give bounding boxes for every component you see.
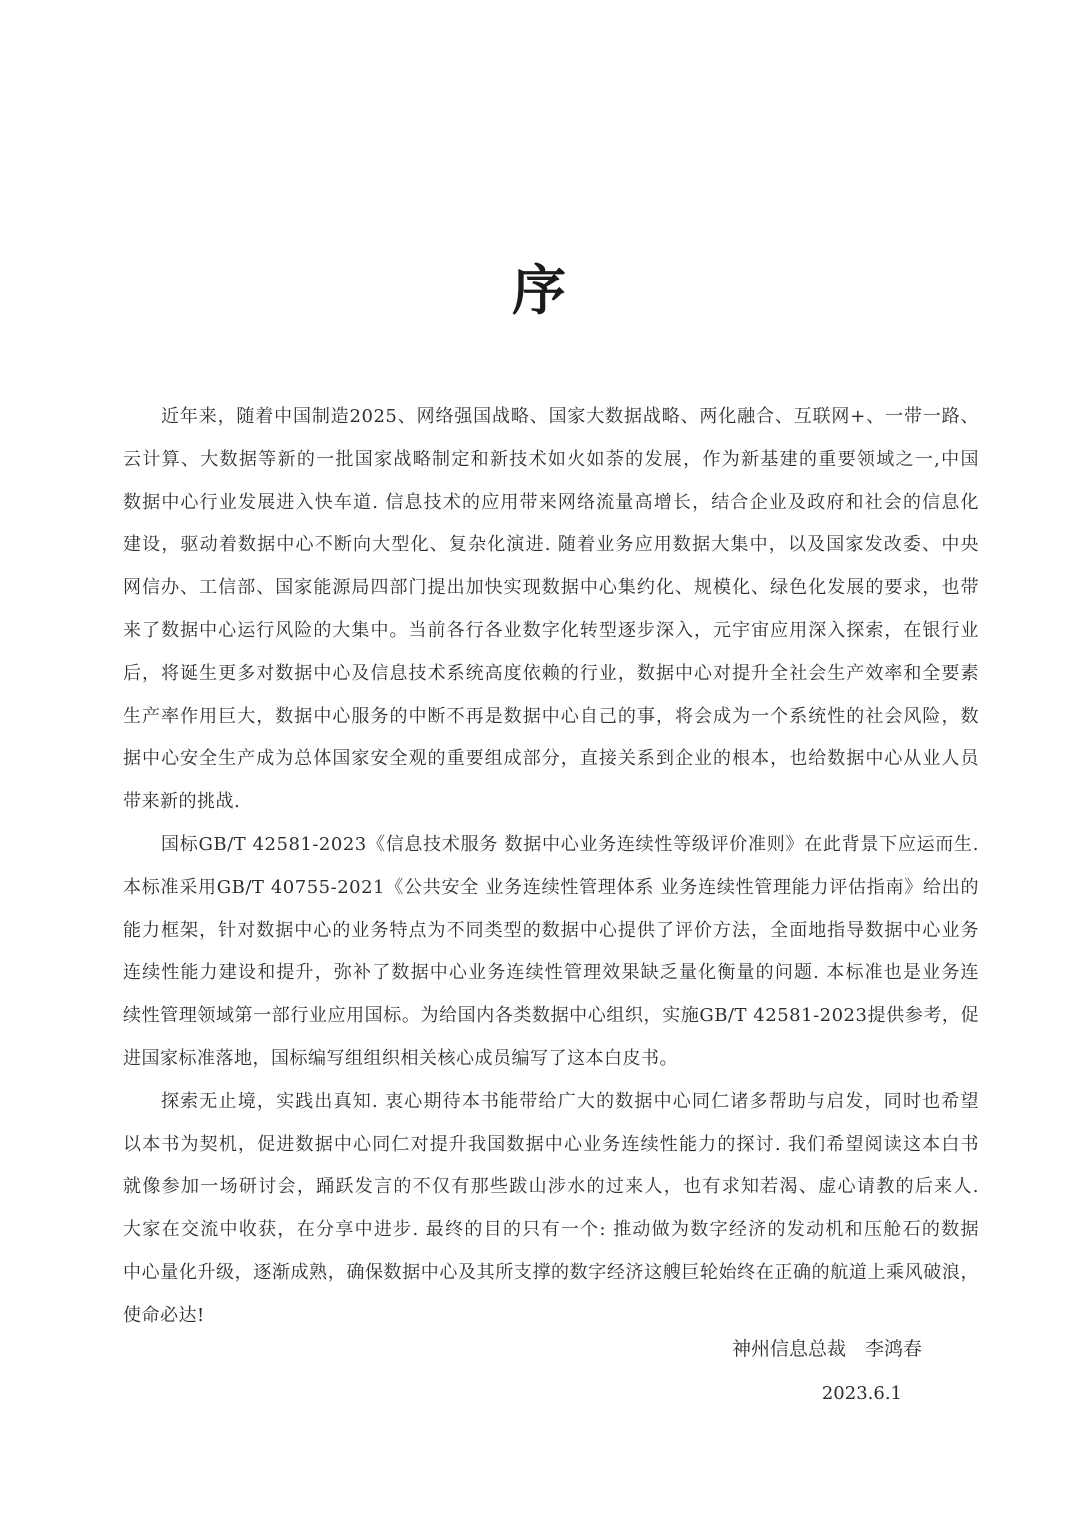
preface-line: 近年来，随着中国制造2025、网络强国战略、国家大数据战略、两化融合、互联网+、一带一路、 (161, 406, 979, 427)
page-title: 序 (512, 258, 568, 322)
preface-line: 本标准采用GB/T 40755-2021《公共安全 业务连续性管理体系 业务连续性管理能力评估指南》给出的 (123, 876, 979, 898)
preface-line: 大家在交流中收获，在分享中进步. 最终的目的只有一个: 推动做为数字经济的发动机和压舱石的数据 (123, 1219, 979, 1241)
preface-line: 据中心安全生产成为总体国家安全观的重要组成部分，直接关系到企业的根本，也给数据中心从业人员 (123, 748, 979, 770)
preface-body (123, 396, 979, 1338)
preface-line: 连续性能力建设和提升，弥补了数据中心业务连续性管理效果缺乏量化衡量的问题. 本标准也是业务连 (123, 962, 979, 984)
preface-line: 生产率作用巨大，数据中心服务的中断不再是数据中心自己的事，将会成为一个系统性的社会风险，数 (123, 705, 979, 727)
preface-line: 后，将诞生更多对数据中心及信息技术系统高度依赖的行业，数据中心对提升全社会生产效率和全要素 (123, 662, 979, 684)
signature-line: 神州信息总裁 李鸿春 (731, 1338, 922, 1360)
preface-line: 带来新的挑战. (123, 791, 241, 813)
preface-line: 来了数据中心运行风险的大集中。当前各行各业数字化转型逐步深入，元宇宙应用深入探索，在银行业 (123, 619, 979, 641)
preface-line: 网信办、工信部、国家能源局四部门提出加快实现数据中心集约化、规模化、绿色化发展的要求，也带 (123, 577, 979, 599)
preface-line: 探索无止境，实践出真知. 衷心期待本书能带给广大的数据中心同仁诸多帮助与启发，同时也希望 (161, 1090, 979, 1112)
preface-line: 能力框架，针对数据中心的业务特点为不同类型的数据中心提供了评价方法，全面地指导数据中心业务 (123, 919, 979, 941)
preface-line: 使命必达! (123, 1304, 205, 1326)
preface-line: 续性管理领域第一部行业应用国标。为给国内各类数据中心组织，实施GB/T 42581-2023提供参考，促 (123, 1005, 979, 1027)
date-line: 2023.6.1 (821, 1383, 902, 1404)
preface-line: 云计算、大数据等新的一批国家战略制定和新技术如火如荼的发展，作为新基建的重要领域之一,中国 (123, 448, 979, 470)
preface-line: 建设，驱动着数据中心不断向大型化、复杂化演进. 随着业务应用数据大集中，以及国家发改委、中央 (123, 534, 979, 556)
preface-line: 国标GB/T 42581-2023《信息技术服务 数据中心业务连续性等级评价准则》在此背景下应运而生. (161, 833, 979, 855)
preface-line: 进国家标准落地，国标编写组组织相关核心成员编写了这本白皮书。 (123, 1047, 678, 1069)
preface-line: 就像参加一场研讨会，踊跃发言的不仅有那些跋山涉水的过来人，也有求知若渴、虚心请教的后来人. (123, 1176, 979, 1198)
preface-line: 数据中心行业发展进入快车道. 信息技术的应用带来网络流量高增长，结合企业及政府和社会的信息化 (123, 491, 979, 513)
preface-line: 以本书为契机，促进数据中心同仁对提升我国数据中心业务连续性能力的探讨. 我们希望阅读这本白书 (123, 1133, 979, 1155)
preface-line: 中心量化升级，逐渐成熟，确保数据中心及其所支撑的数字经济这艘巨轮始终在正确的航道上乘风破浪， (123, 1261, 979, 1283)
